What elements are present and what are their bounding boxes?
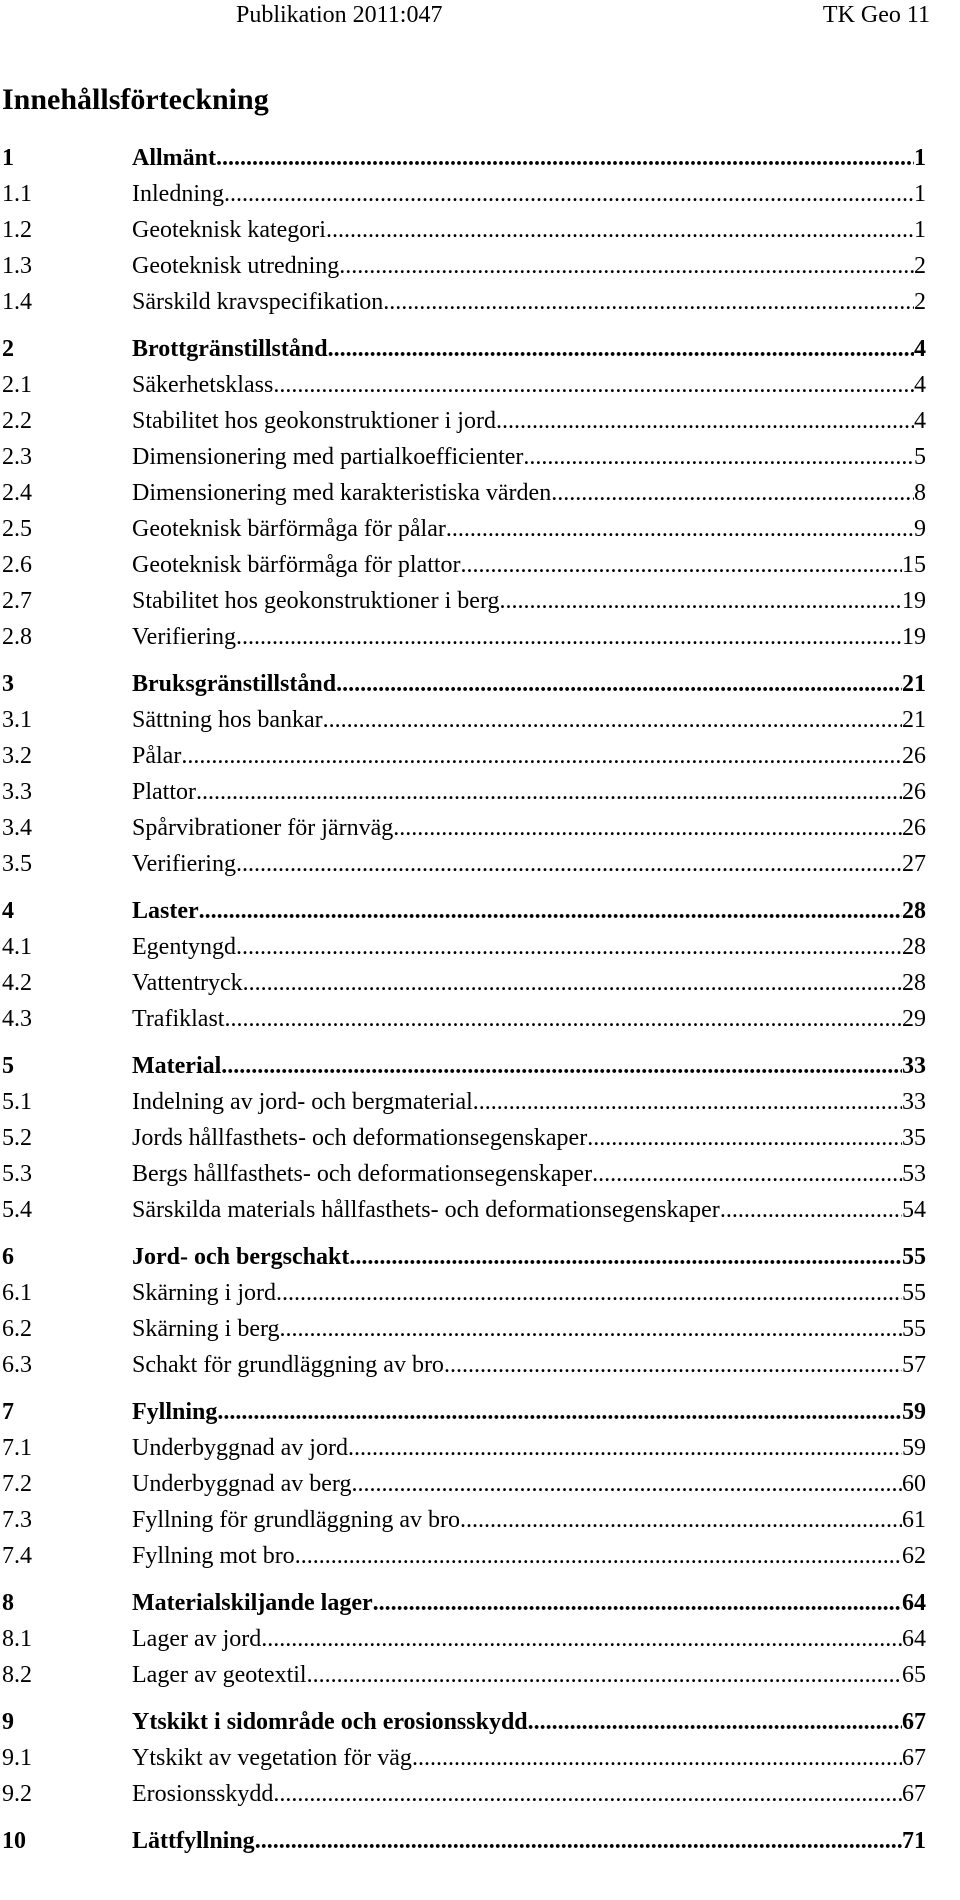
toc-section-entry[interactable]: [2, 212, 926, 248]
entry-number: 1.2: [2, 217, 32, 243]
entry-page-number: 62: [902, 1543, 926, 1569]
entry-number: 4.1: [2, 934, 32, 960]
entry-page-number: 54: [902, 1197, 926, 1223]
entry-number: 3.2: [2, 743, 32, 769]
toc-section-entry[interactable]: [2, 1621, 926, 1657]
page-header: [0, 0, 960, 34]
entry-title: Indelning av jord- och bergmaterial: [132, 1089, 473, 1115]
entry-number: 8: [2, 1590, 14, 1616]
entry-page-number: 15: [902, 552, 926, 578]
entry-title: Fyllning: [132, 1399, 218, 1425]
entry-title: Geoteknisk kategori: [132, 217, 326, 243]
dot-leader: [273, 367, 914, 403]
toc-title: Innehållsförteckning: [2, 83, 269, 116]
entry-number: 6: [2, 1244, 14, 1270]
dot-leader: [528, 1704, 902, 1740]
toc-chapter-entry[interactable]: [2, 1048, 926, 1084]
entry-number: 6.3: [2, 1352, 32, 1378]
entry-title: Geoteknisk bärförmåga för pålar: [132, 516, 446, 542]
entry-number: 2: [2, 336, 14, 362]
toc-chapter-entry[interactable]: [2, 666, 926, 702]
entry-title: Lager av geotextil: [132, 1662, 307, 1688]
dot-leader: [523, 439, 914, 475]
entry-page-number: 29: [902, 1006, 926, 1032]
entry-number: 5.1: [2, 1089, 32, 1115]
dot-leader: [323, 702, 902, 738]
toc-section-entry[interactable]: [2, 1740, 926, 1776]
entry-number: 5.2: [2, 1125, 32, 1151]
entry-title: Pålar: [132, 743, 182, 769]
dot-leader: [592, 1156, 902, 1192]
entry-page-number: 4: [914, 336, 926, 362]
entry-number: 6.1: [2, 1280, 32, 1306]
entry-page-number: 35: [902, 1125, 926, 1151]
entry-number: 3.1: [2, 707, 32, 733]
entry-title: Verifiering: [132, 851, 236, 877]
entry-page-number: 1: [914, 181, 926, 207]
entry-title: Underbyggnad av jord: [132, 1435, 348, 1461]
toc-section-entry[interactable]: [2, 511, 926, 547]
entry-number: 4.2: [2, 970, 32, 996]
entry-title: Stabilitet hos geokonstruktioner i jord: [132, 408, 496, 434]
toc-chapter: [2, 1585, 926, 1693]
dot-leader: [348, 1430, 902, 1466]
toc-chapter: [2, 893, 926, 1037]
entry-title: Fyllning mot bro: [132, 1543, 295, 1569]
entry-page-number: 71: [902, 1828, 926, 1854]
entry-page-number: 28: [902, 970, 926, 996]
table-of-contents: [2, 140, 926, 1870]
dot-leader: [349, 1239, 902, 1275]
toc-section-entry[interactable]: [2, 1084, 926, 1120]
toc-section-entry[interactable]: [2, 475, 926, 511]
entry-number: 3: [2, 671, 14, 697]
entry-title: Vattentryck: [132, 970, 243, 996]
toc-section-entry[interactable]: [2, 1311, 926, 1347]
entry-number: 2.2: [2, 408, 32, 434]
entry-title: Sättning hos bankar: [132, 707, 323, 733]
entry-page-number: 61: [902, 1507, 926, 1533]
entry-page-number: 55: [902, 1316, 926, 1342]
dot-leader: [261, 1621, 902, 1657]
dot-leader: [326, 212, 914, 248]
dot-leader: [373, 1585, 902, 1621]
entry-page-number: 33: [902, 1089, 926, 1115]
dot-leader: [216, 140, 914, 176]
toc-chapter: [2, 1704, 926, 1812]
entry-title: Bruksgränstillstånd: [132, 671, 337, 697]
entry-number: 5.3: [2, 1161, 32, 1187]
entry-page-number: 67: [902, 1745, 926, 1771]
dot-leader: [243, 965, 902, 1001]
entry-number: 7.2: [2, 1471, 32, 1497]
toc-chapter-entry[interactable]: [2, 1394, 926, 1430]
toc-section-entry[interactable]: [2, 583, 926, 619]
entry-page-number: 5: [914, 444, 926, 470]
entry-number: 9.1: [2, 1745, 32, 1771]
entry-page-number: 53: [902, 1161, 926, 1187]
entry-page-number: 26: [902, 815, 926, 841]
entry-title: Erosionsskydd: [132, 1781, 274, 1807]
entry-number: 3.4: [2, 815, 32, 841]
dot-leader: [236, 846, 902, 882]
toc-chapter: [2, 1239, 926, 1383]
entry-number: 3.5: [2, 851, 32, 877]
toc-section-entry[interactable]: [2, 810, 926, 846]
entry-title: Laster: [132, 898, 199, 924]
toc-chapter: [2, 666, 926, 882]
dot-leader: [551, 475, 914, 511]
entry-page-number: 60: [902, 1471, 926, 1497]
entry-title: Särskild kravspecifikation: [132, 289, 384, 315]
toc-section-entry[interactable]: [2, 1192, 926, 1228]
entry-title: Bergs hållfasthets- och deformationsegenskaper: [132, 1161, 593, 1187]
toc-section-entry[interactable]: [2, 965, 926, 1001]
entry-title: Underbyggnad av berg: [132, 1471, 352, 1497]
toc-chapter: [2, 1823, 926, 1859]
entry-number: 9.2: [2, 1781, 32, 1807]
entry-number: 2.3: [2, 444, 32, 470]
dot-leader: [224, 1001, 902, 1037]
toc-section-entry[interactable]: [2, 1347, 926, 1383]
entry-page-number: 55: [902, 1244, 926, 1270]
entry-number: 7.4: [2, 1543, 32, 1569]
toc-chapter-entry[interactable]: [2, 1239, 926, 1275]
dot-leader: [307, 1657, 902, 1693]
entry-title: Säkerhetsklass: [132, 372, 274, 398]
entry-title: Stabilitet hos geokonstruktioner i berg: [132, 588, 500, 614]
entry-title: Allmänt: [132, 145, 216, 171]
entry-number: 2.1: [2, 372, 32, 398]
entry-page-number: 2: [914, 289, 926, 315]
toc-section-entry[interactable]: [2, 774, 926, 810]
dot-leader: [473, 1084, 902, 1120]
toc-section-entry[interactable]: [2, 1776, 926, 1812]
toc-section-entry[interactable]: [2, 284, 926, 320]
entry-page-number: 19: [902, 624, 926, 650]
toc-section-entry[interactable]: [2, 702, 926, 738]
entry-number: 4: [2, 898, 14, 924]
entry-title: Inledning: [132, 181, 224, 207]
entry-number: 8.1: [2, 1626, 32, 1652]
toc-section-entry[interactable]: [2, 1001, 926, 1037]
entry-page-number: 28: [902, 898, 926, 924]
toc-chapter-entry[interactable]: [2, 1585, 926, 1621]
dot-leader: [412, 1740, 902, 1776]
entry-page-number: 9: [914, 516, 926, 542]
dot-leader: [181, 738, 902, 774]
entry-title: Jord- och bergschakt: [132, 1244, 350, 1270]
dot-leader: [339, 248, 914, 284]
entry-number: 6.2: [2, 1316, 32, 1342]
entry-title: Material: [132, 1053, 222, 1079]
toc-section-entry[interactable]: [2, 1657, 926, 1693]
dot-leader: [444, 1347, 902, 1383]
entry-number: 9: [2, 1709, 14, 1735]
entry-number: 7.1: [2, 1435, 32, 1461]
entry-title: Lager av jord: [132, 1626, 262, 1652]
toc-chapter: [2, 331, 926, 655]
dot-leader: [280, 1311, 902, 1347]
dot-leader: [295, 1538, 902, 1574]
entry-number: 7: [2, 1399, 14, 1425]
toc-chapter-entry[interactable]: [2, 1823, 926, 1859]
entry-title: Jords hållfasthets- och deformationsegenskaper: [132, 1125, 588, 1151]
toc-chapter: [2, 140, 926, 320]
dot-leader: [221, 1048, 902, 1084]
dot-leader: [236, 619, 902, 655]
entry-number: 2.7: [2, 588, 32, 614]
entry-page-number: 27: [902, 851, 926, 877]
entry-page-number: 57: [902, 1352, 926, 1378]
entry-title: Egentyngd: [132, 934, 236, 960]
entry-title: Geoteknisk bärförmåga för plattor: [132, 552, 461, 578]
toc-section-entry[interactable]: [2, 1502, 926, 1538]
entry-title: Verifiering: [132, 624, 236, 650]
entry-title: Skärning i berg: [132, 1316, 280, 1342]
dot-leader: [352, 1466, 903, 1502]
entry-title: Skärning i jord: [132, 1280, 276, 1306]
entry-page-number: 19: [902, 588, 926, 614]
entry-title: Schakt för grundläggning av bro: [132, 1352, 444, 1378]
dot-leader: [496, 403, 914, 439]
toc-section-entry[interactable]: [2, 846, 926, 882]
entry-title: Dimensionering med karakteristiska värden: [132, 480, 552, 506]
toc-section-entry[interactable]: [2, 439, 926, 475]
toc-section-entry[interactable]: [2, 176, 926, 212]
entry-page-number: 8: [914, 480, 926, 506]
publication-number: Publikation 2011:047: [236, 2, 443, 28]
dot-leader: [273, 1776, 902, 1812]
toc-chapter: [2, 1394, 926, 1574]
dot-leader: [461, 547, 902, 583]
entry-page-number: 67: [902, 1781, 926, 1807]
dot-leader: [276, 1275, 902, 1311]
dot-leader: [720, 1192, 902, 1228]
entry-title: Plattor: [132, 779, 196, 805]
entry-page-number: 59: [902, 1399, 926, 1425]
entry-page-number: 55: [902, 1280, 926, 1306]
dot-leader: [587, 1120, 902, 1156]
entry-title: Fyllning för grundläggning av bro: [132, 1507, 460, 1533]
toc-chapter-entry[interactable]: [2, 140, 926, 176]
entry-title: Materialskiljande lager: [132, 1590, 373, 1616]
entry-number: 5: [2, 1053, 14, 1079]
entry-page-number: 4: [914, 372, 926, 398]
entry-page-number: 67: [902, 1709, 926, 1735]
entry-page-number: 64: [902, 1590, 926, 1616]
toc-chapter-entry[interactable]: [2, 1704, 926, 1740]
dot-leader: [393, 810, 902, 846]
entry-title: Brottgränstillstånd: [132, 336, 328, 362]
entry-page-number: 2: [914, 253, 926, 279]
toc-section-entry[interactable]: [2, 403, 926, 439]
toc-section-entry[interactable]: [2, 619, 926, 655]
entry-page-number: 26: [902, 779, 926, 805]
entry-number: 1: [2, 145, 14, 171]
dot-leader: [446, 511, 914, 547]
toc-chapter-entry[interactable]: [2, 331, 926, 367]
entry-number: 2.6: [2, 552, 32, 578]
entry-number: 10: [2, 1828, 26, 1854]
dot-leader: [500, 583, 902, 619]
entry-page-number: 21: [902, 671, 926, 697]
entry-title: Spårvibrationer för järnväg: [132, 815, 394, 841]
entry-number: 1.4: [2, 289, 32, 315]
toc-section-entry[interactable]: [2, 248, 926, 284]
entry-page-number: 33: [902, 1053, 926, 1079]
entry-number: 3.3: [2, 779, 32, 805]
toc-section-entry[interactable]: [2, 929, 926, 965]
entry-page-number: 1: [914, 145, 926, 171]
entry-page-number: 59: [902, 1435, 926, 1461]
entry-page-number: 28: [902, 934, 926, 960]
dot-leader: [217, 1394, 902, 1430]
entry-number: 2.4: [2, 480, 32, 506]
entry-title: Särskilda materials hållfasthets- och deformationsegenskaper: [132, 1197, 720, 1223]
entry-title: Ytskikt i sidområde och erosionsskydd: [132, 1709, 528, 1735]
dot-leader: [328, 331, 914, 367]
entry-number: 1.3: [2, 253, 32, 279]
toc-section-entry[interactable]: [2, 1466, 926, 1502]
dot-leader: [336, 666, 902, 702]
dot-leader: [460, 1502, 902, 1538]
entry-number: 1.1: [2, 181, 32, 207]
entry-number: 2.8: [2, 624, 32, 650]
entry-page-number: 26: [902, 743, 926, 769]
entry-page-number: 64: [902, 1626, 926, 1652]
toc-section-entry[interactable]: [2, 1538, 926, 1574]
dot-leader: [255, 1823, 902, 1859]
toc-section-entry[interactable]: [2, 1120, 926, 1156]
entry-number: 7.3: [2, 1507, 32, 1533]
entry-number: 8.2: [2, 1662, 32, 1688]
entry-page-number: 1: [914, 217, 926, 243]
entry-page-number: 4: [914, 408, 926, 434]
entry-number: 4.3: [2, 1006, 32, 1032]
toc-section-entry[interactable]: [2, 547, 926, 583]
dot-leader: [236, 929, 902, 965]
document-code: TK Geo 11: [822, 2, 930, 28]
entry-title: Geoteknisk utredning: [132, 253, 340, 279]
toc-section-entry[interactable]: [2, 1430, 926, 1466]
dot-leader: [224, 176, 914, 212]
entry-title: Lättfyllning: [132, 1828, 255, 1854]
entry-number: 2.5: [2, 516, 32, 542]
dot-leader: [196, 774, 902, 810]
entry-title: Trafiklast: [132, 1006, 225, 1032]
entry-title: Ytskikt av vegetation för väg: [132, 1745, 412, 1771]
entry-title: Dimensionering med partialkoefficienter: [132, 444, 524, 470]
toc-chapter-entry[interactable]: [2, 893, 926, 929]
dot-leader: [383, 284, 914, 320]
entry-number: 5.4: [2, 1197, 32, 1223]
toc-section-entry[interactable]: [2, 738, 926, 774]
toc-chapter: [2, 1048, 926, 1228]
entry-page-number: 65: [902, 1662, 926, 1688]
toc-section-entry[interactable]: [2, 1275, 926, 1311]
toc-section-entry[interactable]: [2, 1156, 926, 1192]
entry-page-number: 21: [902, 707, 926, 733]
toc-section-entry[interactable]: [2, 367, 926, 403]
dot-leader: [199, 893, 902, 929]
